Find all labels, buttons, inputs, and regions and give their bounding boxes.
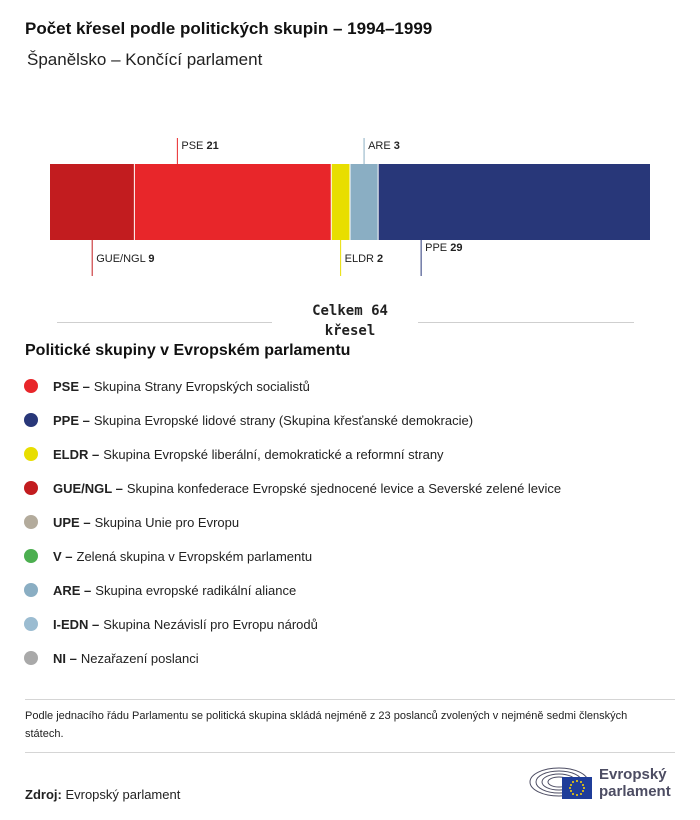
total-seats-count: Celkem 64 [312,303,388,319]
legend-group-name: Nezařazení poslanci [80,650,199,666]
legend-color-dot-icon [24,617,38,631]
page-title: Počet křesel podle politických skupin – 1994–1999 [25,19,433,38]
logo-line-2: parlament [599,783,671,800]
legend-group-code: ARE – [53,582,92,598]
legend-group-name: Skupina Unie pro Evropu [94,514,240,530]
source-line [25,787,180,802]
page-subtitle: Španělsko – Končící parlament [27,50,263,69]
data-label-are: ARE 3 [368,140,400,152]
legend-group-name: Zelená skupina v Evropském parlamentu [76,548,313,564]
data-label-eldr: ELDR 2 [344,253,384,265]
bar-segment-eldr [331,164,350,240]
legend-group-code: V – [53,548,73,564]
legend-group-code: I-EDN – [53,616,100,632]
footer-divider-top [25,699,675,700]
legend-color-dot-icon [24,515,38,529]
legend-title: Politické skupiny v Evropském parlamentu [25,342,351,359]
legend-item [24,437,561,471]
legend-group-name: Skupina evropské radikální aliance [95,582,297,598]
total-divider-right [418,322,634,323]
legend-item [24,505,561,539]
bar-segment-ppe [378,164,650,240]
legend-color-dot-icon [24,447,38,461]
legend-color-dot-icon [24,379,38,393]
legend-group-code: PPE – [53,412,90,428]
legend-group-name: Skupina Evropské lidové strany (Skupina křesťanské demokracie) [93,412,474,428]
legend-color-dot-icon [24,481,38,495]
bar-segment-guengl [50,164,134,240]
legend-group-name: Skupina konfederace Evropské sjednocené levice a Severské zelené levice [126,480,562,496]
legend-color-dot-icon [24,583,38,597]
bar-segment-pse [134,164,331,240]
legend-color-dot-icon [24,651,38,665]
seat-bar-chart [0,0,700,300]
european-parliament-logo [528,762,678,802]
bar-segment-are [350,164,378,240]
source-value: Evropský parlament [65,787,181,802]
footnote: Podle jednacího řádu Parlamentu se politická skupina skládá nejméně z 23 poslanců zvolených v nejméně sedmi členských státech. [25,710,628,740]
legend-group-code: PSE – [53,378,90,394]
legend-item [24,539,561,573]
logo-wordmark [599,766,671,800]
legend-item [24,641,561,675]
group-legend [24,369,561,675]
data-label-guengl: GUE/NGL 9 [96,253,155,265]
legend-group-code: GUE/NGL – [53,480,123,496]
legend-group-code: NI – [53,650,77,666]
total-seats-unit: křesel [324,323,376,339]
data-label-ppe: PPE 29 [425,242,463,254]
legend-color-dot-icon [24,413,38,427]
legend-item [24,403,561,437]
logo-line-1: Evropský [599,766,667,783]
legend-item [24,607,561,641]
source-label: Zdroj: [25,787,62,802]
total-divider-left [57,322,272,323]
legend-color-dot-icon [24,549,38,563]
legend-group-name: Skupina Evropské liberální, demokratické a reformní strany [103,446,444,462]
footer-divider-bottom [25,752,675,753]
legend-group-code: ELDR – [53,446,100,462]
legend-item [24,369,561,403]
legend-group-name: Skupina Strany Evropských socialistů [93,378,310,394]
total-seats-label [280,301,420,341]
legend-group-code: UPE – [53,514,91,530]
legend-group-name: Skupina Nezávislí pro Evropu národů [103,616,318,632]
legend-item [24,573,561,607]
data-label-pse: PSE 21 [181,140,219,152]
legend-item [24,471,561,505]
parliament-hemicycle-icon [528,762,594,802]
